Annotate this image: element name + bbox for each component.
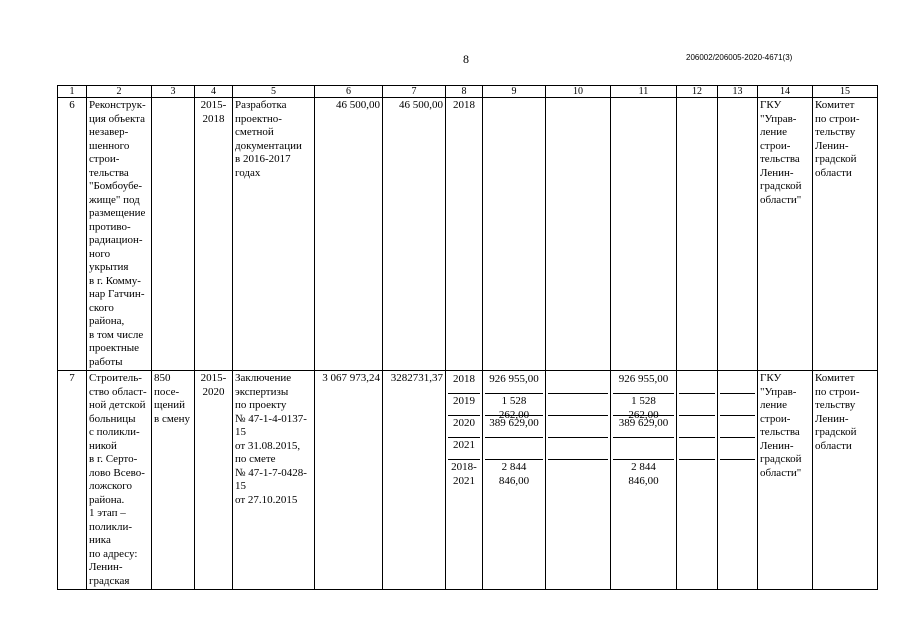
funding-local	[679, 416, 715, 438]
funding-federal-column	[546, 371, 611, 590]
col-header: 14	[758, 86, 813, 98]
funding-local	[679, 438, 715, 460]
year: 2018	[448, 372, 480, 394]
period: 2015- 2018	[195, 98, 233, 371]
page-number: 8	[463, 52, 469, 66]
col-header: 8	[446, 86, 483, 98]
cost-total: 46 500,00	[315, 98, 383, 371]
customer: ГКУ "Управ- ление строи- тельства Ленин- градской области"	[758, 98, 813, 371]
funding-federal	[548, 460, 608, 462]
funding-regional	[613, 438, 674, 460]
object-name: Реконструк- ция объекта незавер- шенного строи- тельства "Бомбоубе- жище" под размещение противо- радиацион- ного укрытия в г. Комму- нар Гатчин- ского района, в том числе проектные работы	[87, 98, 152, 371]
year: 2020	[448, 416, 480, 438]
col-header: 13	[718, 86, 758, 98]
col-header: 10	[546, 86, 611, 98]
funding-regional: 926 955,00	[613, 372, 674, 394]
coordinator: Комитет по строи- тельству Ленин- градской области	[813, 371, 878, 590]
document-id: 206002/206005-2020-4671(3)	[686, 53, 793, 62]
col-header: 11	[611, 86, 677, 98]
col-header: 9	[483, 86, 546, 98]
funding-federal	[548, 416, 608, 438]
funding-federal	[548, 372, 608, 394]
funding-regional: 2 844 846,00	[628, 461, 659, 487]
capacity	[152, 98, 195, 371]
cost-limit: 3282731,37	[383, 371, 446, 590]
year: 2018- 2021	[451, 461, 477, 487]
row-number: 7	[58, 371, 87, 590]
funding-local	[679, 394, 715, 416]
funding-local	[677, 98, 718, 371]
cost-limit: 46 500,00	[383, 98, 446, 371]
funding-local	[679, 372, 715, 394]
col-header: 7	[383, 86, 446, 98]
year: 2019	[448, 394, 480, 416]
col-header: 4	[195, 86, 233, 98]
col-header: 12	[677, 86, 718, 98]
col-header: 6	[315, 86, 383, 98]
year-column	[446, 371, 483, 590]
funding-total	[485, 438, 543, 460]
customer: ГКУ "Управ- ление строи- тельства Ленин- градской области"	[758, 371, 813, 590]
funding-other	[720, 416, 755, 438]
year: 2018	[446, 98, 483, 371]
funding-total: 926 955,00	[485, 372, 543, 394]
col-header: 5	[233, 86, 315, 98]
col-header: 2	[87, 86, 152, 98]
funding-other	[718, 98, 758, 371]
funding-other	[720, 394, 755, 416]
col-header: 15	[813, 86, 878, 98]
column-number-row	[58, 86, 878, 98]
funding-other	[720, 460, 755, 462]
funding-total: 1 528 262,00	[485, 394, 543, 416]
documentation: Заключение экспертизы по проекту № 47-1-4-0137- 15 от 31.08.2015, по смете № 47-1-7-0428- 15 от 27.10.2015	[233, 371, 315, 590]
funding-total: 389 629,00	[485, 416, 543, 438]
documentation: Разработка проектно- сметной документации в 2016-2017 годах	[233, 98, 315, 371]
funding-other	[720, 438, 755, 460]
funding-regional: 389 629,00	[613, 416, 674, 438]
funding-federal	[548, 394, 608, 416]
col-header: 3	[152, 86, 195, 98]
funding-regional: 1 528 262,00	[613, 394, 674, 416]
funding-local	[679, 460, 715, 462]
funding-regional	[611, 98, 677, 371]
col-header: 1	[58, 86, 87, 98]
funding-total: 2 844 846,00	[498, 461, 530, 487]
row-number: 6	[58, 98, 87, 371]
cost-total: 3 067 973,24	[315, 371, 383, 590]
funding-other	[720, 372, 755, 394]
funding-local-column	[677, 371, 718, 590]
funding-total	[483, 98, 546, 371]
funding-total-column	[483, 371, 546, 590]
object-name: Строитель- ство област- ной детской больницы с поликли- никой в г. Серто- лово Всево- ложского района. 1 этап – поликли- ника по адресу: Ленин- градская	[87, 371, 152, 590]
funding-regional-column	[611, 371, 677, 590]
table-row	[58, 98, 878, 371]
funding-other-column	[718, 371, 758, 590]
coordinator: Комитет по строи- тельству Ленин- градской области	[813, 98, 878, 371]
year: 2021	[448, 438, 480, 460]
construction-table	[57, 85, 878, 590]
funding-federal	[548, 438, 608, 460]
capacity: 850 посе- щений в смену	[152, 371, 195, 590]
period: 2015- 2020	[195, 371, 233, 590]
table-row	[58, 371, 878, 590]
funding-federal	[546, 98, 611, 371]
